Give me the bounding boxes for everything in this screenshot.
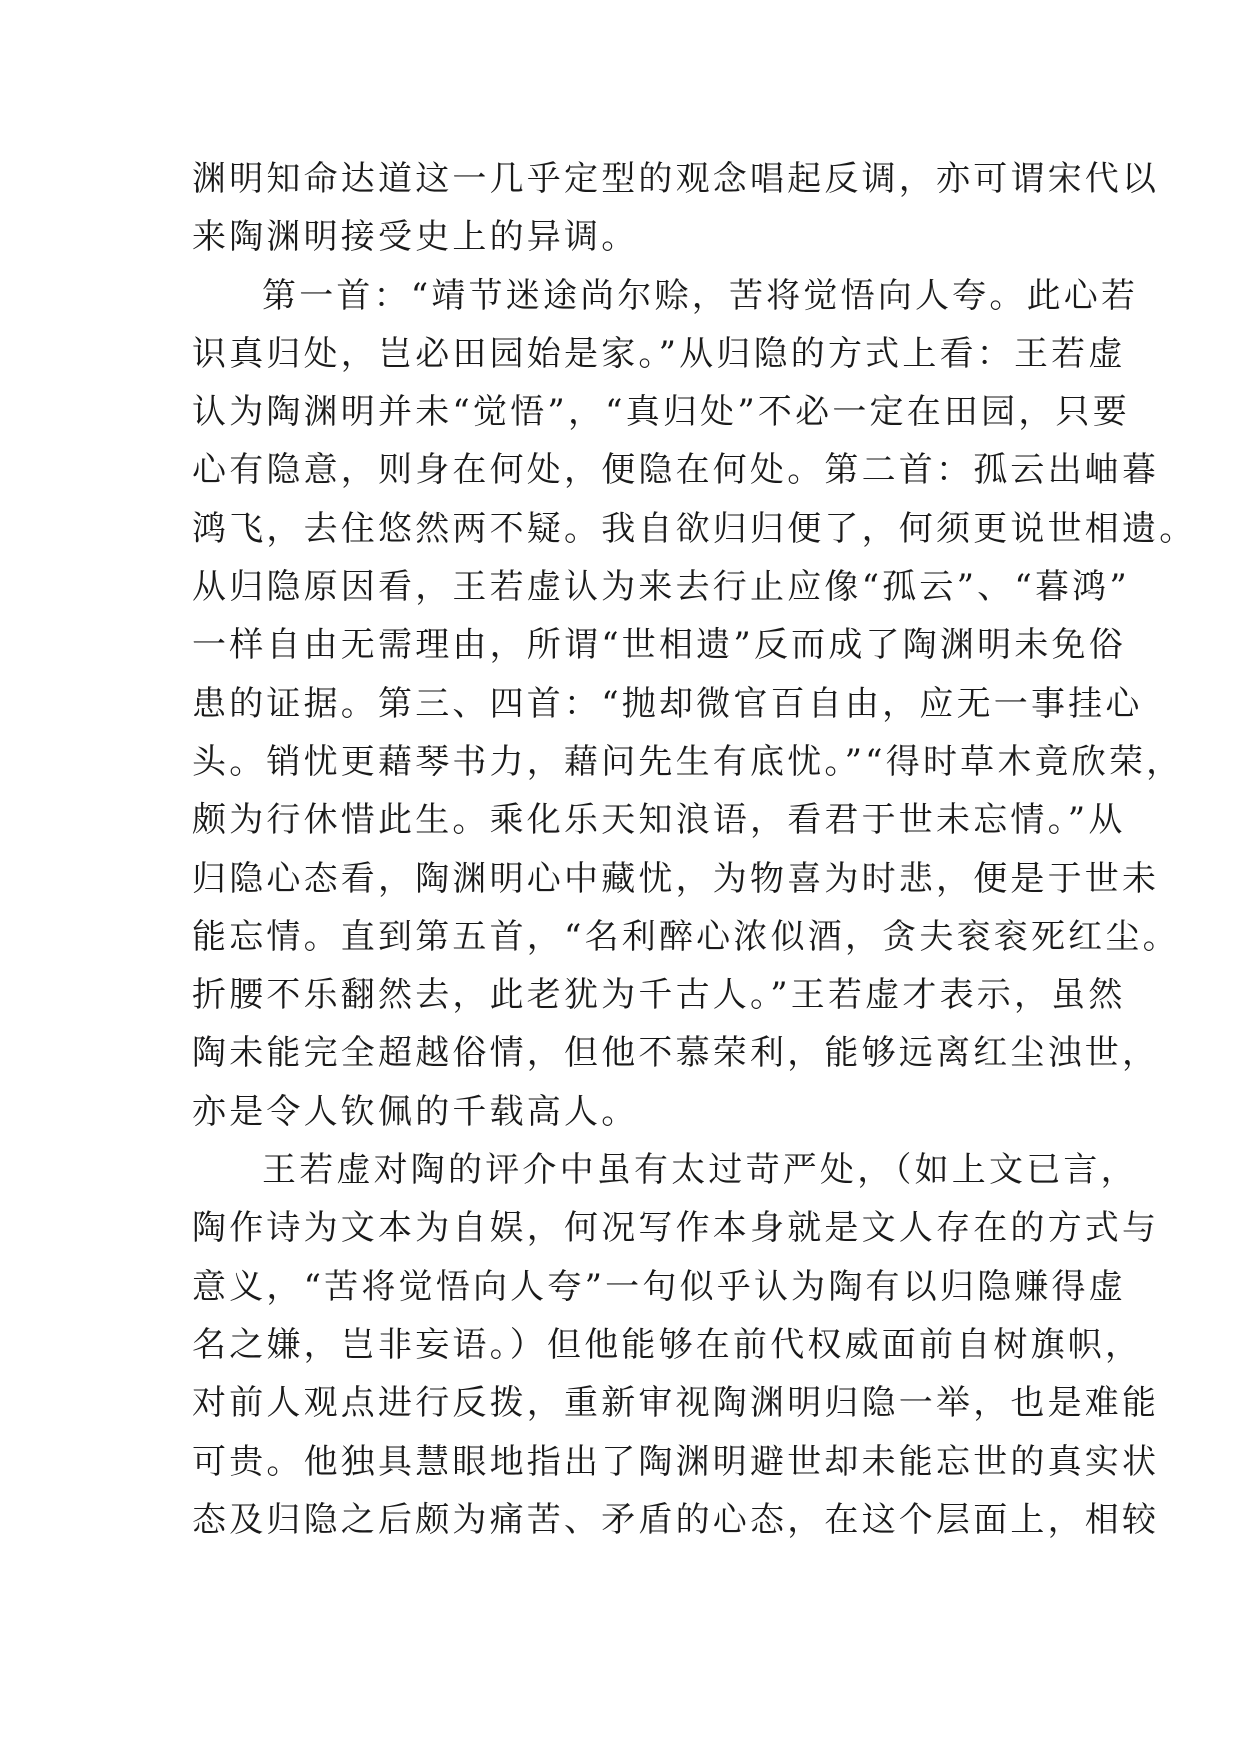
paragraph-2 [192,267,1197,1141]
body-text [192,150,1197,1549]
paragraph-1 [192,150,1160,267]
text-line: 陶作诗为文本为自娱，何况写作本身就是文人存在的方式与 [192,1208,1160,1249]
text-line: 折腰不乐翻然去，此老犹为千古人。”王若虚才表示，虽然 [192,975,1126,1016]
text-line: 识真归处，岂必田园始是家。”从归隐的方式上看：王若虚 [192,333,1126,374]
text-line: 来陶渊明接受史上的异调。 [192,217,639,258]
text-line: 渊明知命达道这一几乎定型的观念唱起反调，亦可谓宋代以 [192,159,1160,199]
text-line: 可贵。他独具慧眼地指出了陶渊明避世却未能忘世的真实状 [192,1441,1160,1482]
text-line: 心有隐意，则身在何处，便隐在何处。第二首：孤云出岫暮 [192,450,1160,491]
text-line: 能忘情。直到第五首，“名利醉心浓似酒，贪夫衮衮死红尘。 [192,916,1180,957]
text-line: 陶未能完全超越俗情，但他不慕荣利，能够远离红尘浊世， [192,1033,1160,1074]
text-line-indented: 王若虚对陶的评介中虽有太过苛严处，（如上文已言， [262,1150,1138,1191]
text-line: 归隐心态看，陶渊明心中藏忧，为物喜为时悲，便是于世未 [192,858,1160,899]
text-line: 患的证据。第三、四首：“抛却微官百自由，应无一事挂心 [192,683,1143,724]
text-line: 从归隐原因看，王若虚认为来去行止应像“孤云”、“暮鸿” [192,567,1130,608]
text-line: 一样自由无需理由，所谓“世相遗”反而成了陶渊明未免俗 [192,625,1126,666]
paragraph-3 [192,1141,1160,1549]
text-line: 认为陶渊明并未“觉悟”，“真归处”不必一定在田园，只要 [192,392,1130,433]
text-line: 头。销忧更藉琴书力，藉问先生有底忧。”“得时草木竟欣荣， [192,741,1184,782]
text-line: 名之嫌，岂非妄语。）但他能够在前代权威面前自树旗帜， [192,1324,1143,1365]
text-line-indented: 第一首：“靖节迷途尚尔赊，苦将觉悟向人夸。此心若 [262,275,1139,316]
text-line: 意义，“苦将觉悟向人夸”一句似乎认为陶有以归隐赚得虚 [192,1266,1126,1307]
text-line: 亦是令人钦佩的千载高人。 [192,1091,639,1132]
text-line: 对前人观点进行反拨，重新审视陶渊明归隐一举，也是难能 [192,1383,1160,1424]
text-line: 态及归隐之后颇为痛苦、矛盾的心态，在这个层面上，相较 [192,1499,1160,1540]
text-line: 颇为行休惜此生。乘化乐天知浪语，看君于世未忘情。”从 [192,800,1126,841]
text-line: 鸿飞，去住悠然两不疑。我自欲归归便了，何须更说世相遗。 [192,508,1197,549]
